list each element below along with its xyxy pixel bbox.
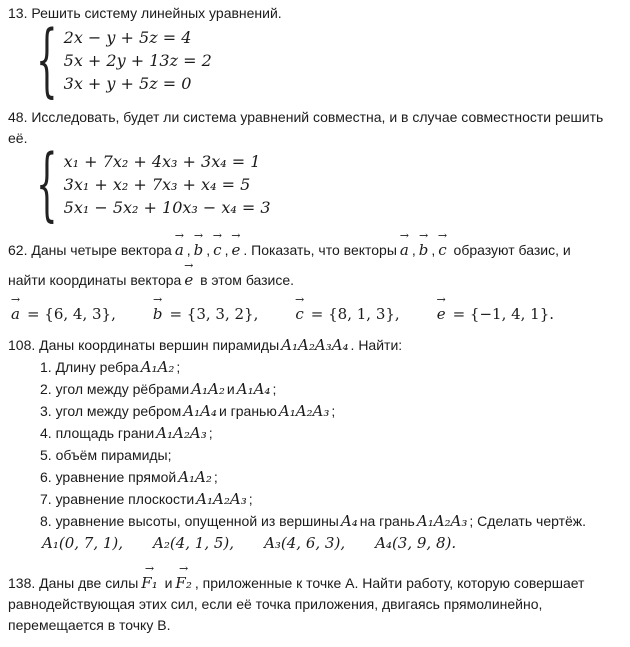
item-math: A₁A₂A₃ [416, 511, 468, 530]
vector-arrow-icon: → [10, 293, 21, 306]
vector-c [213, 231, 221, 259]
vector-letter: c [438, 241, 447, 259]
item-text: ; [248, 490, 253, 507]
vertex-coordinates: A₂(4, 1, 5), [153, 533, 235, 552]
vector-arrow-icon: → [212, 229, 222, 242]
item-text: ; [208, 424, 213, 441]
item-number: 4. [40, 424, 52, 441]
problem-13-number: 13. [8, 5, 28, 21]
problem-13-title [8, 3, 622, 24]
vector-letter: b [193, 241, 204, 259]
problem-13 [8, 3, 622, 108]
item-text: на грань [359, 512, 415, 529]
problem-138 [8, 561, 622, 636]
list-item-3 [40, 400, 622, 422]
item-number: 8. [40, 512, 52, 529]
vector-e [184, 261, 193, 289]
punctuation: , [186, 242, 191, 258]
left-brace-symbol: { [36, 137, 58, 232]
vector-definition-c [292, 295, 399, 323]
vector-letter: b [152, 305, 163, 323]
vector-arrow-icon: → [193, 229, 204, 242]
vector-letter: a [11, 305, 20, 323]
pyramid-vertices-math: A₁A₂A₃A₄ [281, 335, 349, 354]
vector-value: = {8, 1, 3}, [310, 304, 400, 323]
item-text: объём пирамиды; [55, 446, 172, 463]
vector-b [153, 295, 163, 323]
item-math: A₁A₂ [191, 379, 225, 398]
list-item-1 [40, 356, 622, 378]
problem-108-items [40, 356, 622, 532]
equation: x₁ + 7x₂ + 4x₃ + 3x₄ = 1 [63, 152, 261, 171]
problem-108-title-pre: Даны координаты вершин пирамиды [39, 336, 280, 353]
item-math: A₄ [340, 511, 358, 530]
vector-arrow-icon: → [174, 229, 184, 242]
item-math: A₁A₂A₃ [196, 489, 247, 508]
vector-f1 [141, 561, 158, 592]
problem-62-number: 62. [8, 242, 28, 258]
problem-48-title-line2: её. [8, 130, 28, 146]
item-text: ; [213, 468, 218, 485]
vector-letter: F₂ [175, 573, 192, 592]
problem-13-title-text: Решить систему линейных уравнений. [31, 5, 282, 21]
vector-arrow-icon: → [184, 259, 194, 272]
item-text: Длину ребра [55, 358, 139, 375]
punctuation: , [411, 242, 416, 258]
list-item-5 [40, 444, 622, 466]
problem-62 [8, 231, 622, 323]
vector-arrow-icon: → [294, 293, 305, 306]
vector-arrow-icon: → [179, 561, 189, 575]
problem-13-system [34, 13, 622, 108]
vector-definition-b [150, 295, 259, 323]
list-item-7 [40, 488, 622, 510]
item-number: 1. [40, 358, 52, 375]
item-math: A₁A₄ [236, 379, 271, 398]
equation: 3x + y + 5z = 0 [63, 74, 192, 93]
vector-letter: F₁ [141, 573, 158, 592]
item-text: площадь грани [55, 424, 155, 441]
item-text: угол между рёбрами [55, 380, 190, 397]
equation: 5x₁ − 5x₂ + 10x₃ − x₄ = 3 [63, 198, 271, 217]
vector-arrow-icon: → [418, 229, 429, 242]
problem-48-title-line1 [8, 107, 622, 128]
vector-letter: c [213, 241, 222, 259]
item-number: 7. [40, 490, 52, 507]
item-number: 6. [40, 468, 52, 485]
vector-value: = {−1, 4, 1}. [452, 304, 555, 323]
item-math: A₁A₂A₃ [278, 401, 330, 420]
vector-arrow-icon: → [399, 229, 409, 242]
punctuation: , [206, 242, 211, 258]
problem-138-line1 [8, 561, 622, 594]
problem-13-equations [64, 26, 212, 95]
vector-definition-a [8, 295, 116, 323]
vector-letter: b [418, 241, 429, 259]
problem-62-line1-end: образуют базис, и [453, 242, 571, 258]
vector-letter: e [184, 271, 194, 289]
vector-e [231, 231, 240, 259]
vector-letter: c [295, 305, 304, 323]
vertex-coordinates: A₄(3, 9, 8). [375, 533, 457, 552]
vector-arrow-icon: → [437, 229, 448, 242]
equation: 3x₁ + x₂ + 7x₃ + x₄ = 5 [63, 175, 251, 194]
problem-108-coordinates [42, 534, 622, 552]
item-text: угол между ребром [55, 402, 182, 419]
problem-48-title-text: Исследовать, будет ли система уравнений совместна, и в случае совместности решить [31, 109, 604, 125]
item-math: A₁A₂A₃ [156, 423, 207, 442]
item-text: уравнение плоскости [55, 490, 195, 507]
vector-letter: a [399, 241, 409, 259]
item-text: ; [176, 358, 181, 375]
problem-108-number: 108. [8, 336, 36, 353]
punctuation: , [431, 242, 436, 258]
vector-b [194, 231, 204, 259]
vector-letter: e [436, 305, 446, 323]
vector-arrow-icon: → [144, 561, 155, 575]
item-text: уравнение высоты, опущенной из вершины [55, 512, 339, 529]
punctuation: . [243, 242, 248, 258]
item-text: ; [331, 402, 336, 419]
punctuation: , [224, 242, 229, 258]
vector-definition-e [434, 295, 554, 323]
problem-138-line1-mid: и [164, 574, 173, 591]
vector-arrow-icon: → [436, 293, 446, 306]
problem-138-number: 138. [8, 574, 36, 591]
problem-48-equations [64, 150, 271, 219]
problem-62-mid: Показать, что векторы [251, 242, 397, 258]
problem-108-title [8, 335, 622, 356]
item-number: 2. [40, 380, 52, 397]
vector-arrow-icon: → [231, 229, 241, 242]
problem-108-title-post: . Найти: [350, 336, 403, 353]
vector-e [437, 295, 446, 323]
problem-62-line1 [8, 231, 622, 261]
vector-a [400, 231, 409, 259]
item-text: и [226, 380, 235, 397]
list-item-2 [40, 378, 622, 400]
item-text: уравнение прямой [55, 468, 177, 485]
vector-a [11, 295, 20, 323]
vector-b [419, 231, 429, 259]
problem-138-line3: перемещается в точку В. [8, 616, 171, 633]
item-math: A₁A₂ [178, 467, 212, 486]
list-item-4 [40, 422, 622, 444]
left-brace-symbol: { [36, 13, 58, 108]
equation: 5x + 2y + 13z = 2 [63, 51, 212, 70]
item-math: A₁A₂ [140, 357, 175, 376]
problem-62-line2-post: в этом базисе. [200, 272, 295, 288]
problem-62-intro: Даны четыре вектора [31, 242, 172, 258]
list-item-8 [40, 510, 622, 532]
vertex-coordinates: A₁(0, 7, 1), [42, 533, 124, 552]
problem-48-number: 48. [8, 109, 28, 125]
problem-108 [8, 335, 622, 552]
list-item-6 [40, 466, 622, 488]
problem-48-system [34, 137, 622, 232]
vector-f2 [175, 561, 192, 592]
vector-value: = {6, 4, 3}, [26, 304, 116, 323]
item-number: 5. [40, 446, 52, 463]
item-text: ; [272, 380, 277, 397]
vector-a [175, 231, 184, 259]
problem-62-line2 [8, 261, 622, 291]
item-math: A₁A₄ [183, 401, 217, 420]
vector-letter: a [174, 241, 184, 259]
vector-c [295, 295, 303, 323]
problem-62-vector-definitions [8, 295, 622, 323]
problem-138-line1-post: , приложенные к точке А. Найти работу, которую совершает [194, 574, 585, 591]
problem-138-line2: равнодействующая этих сил, если её точка приложения, двигаясь прямолинейно, [8, 595, 543, 612]
item-text: ; Сделать чертёж. [469, 512, 587, 529]
vector-letter: e [231, 241, 241, 259]
item-number: 3. [40, 402, 52, 419]
item-text: и гранью [218, 402, 277, 419]
problem-138-line1-pre: Даны две силы [39, 574, 139, 591]
vector-c [438, 231, 446, 259]
vector-value: = {3, 3, 2}, [169, 304, 259, 323]
problem-62-line2-pre: найти координаты вектора [8, 272, 182, 288]
vertex-coordinates: A₃(4, 6, 3), [264, 533, 346, 552]
problem-48 [8, 107, 622, 232]
vector-arrow-icon: → [153, 293, 163, 306]
equation: 2x − y + 5z = 4 [63, 28, 192, 47]
